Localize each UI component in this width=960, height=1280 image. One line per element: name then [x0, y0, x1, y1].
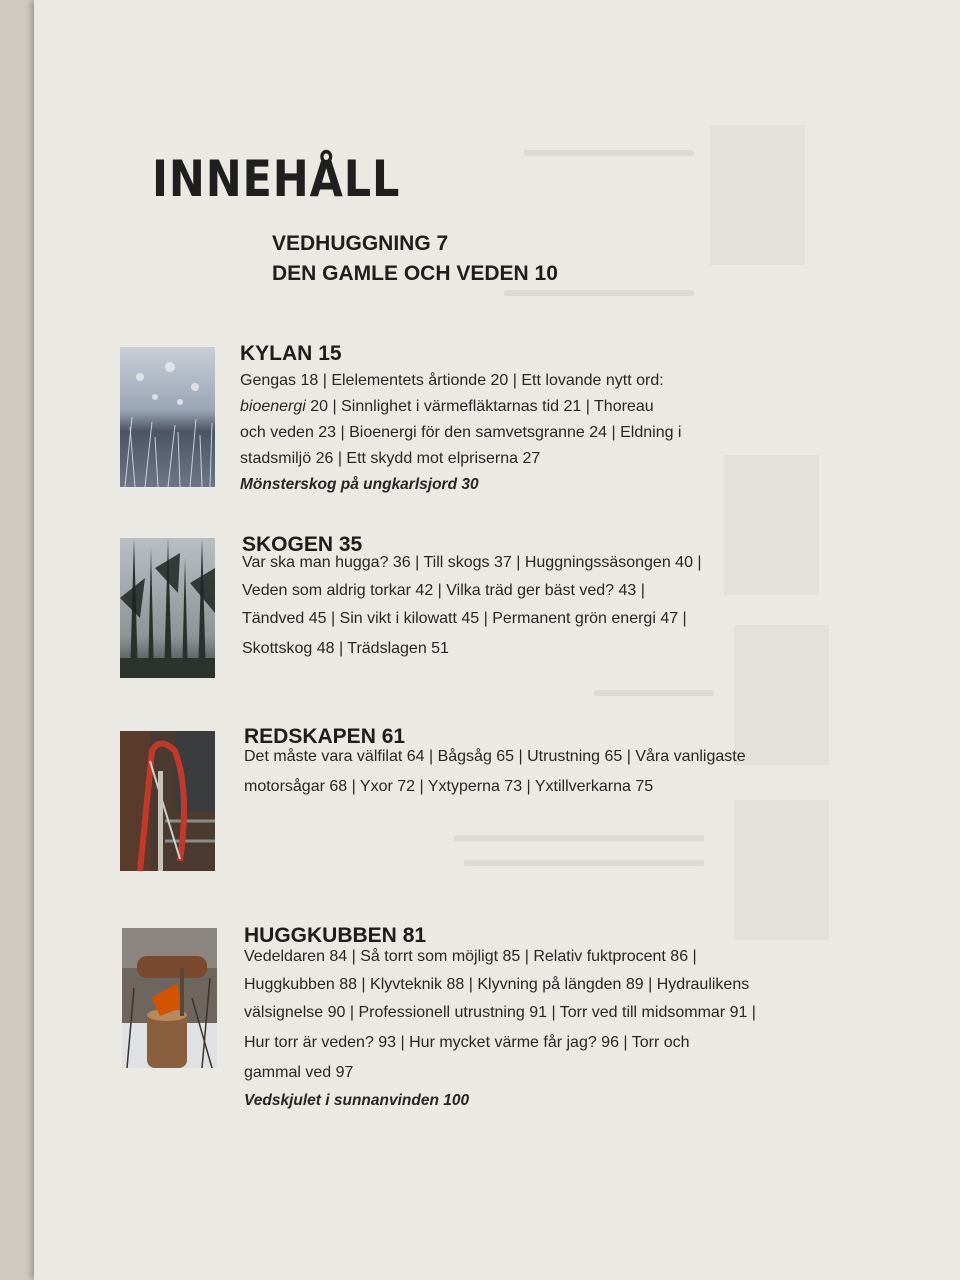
toc-line: stadsmiljö 26 | Ett skydd mot elpriserna 27: [240, 450, 541, 467]
bleed-through-text: [504, 290, 694, 296]
toc-line: Huggkubben 88 | Klyvteknik 88 | Klyvning på längden 89 | Hydraulikens: [244, 976, 750, 993]
chopping-block-photo-icon: [122, 928, 217, 1068]
chapter-page: 10: [534, 262, 558, 285]
section-title: REDSKAPEN: [244, 725, 376, 748]
section-heading: [240, 342, 342, 366]
contents-heading: INNEHÅLL: [152, 150, 401, 208]
toc-line: gammal ved 97: [244, 1064, 354, 1081]
section-page: 15: [318, 342, 342, 365]
toc-page: 20: [310, 398, 329, 415]
toc-line: [240, 398, 654, 416]
section-heading: [244, 725, 405, 749]
bow-saw-photo-icon: [120, 731, 215, 871]
toc-line: Gengas 18 | Elelementets årtionde 20 | Ett lovande nytt ord:: [240, 372, 664, 389]
section-page: 61: [381, 725, 406, 748]
bleed-through-text: [524, 150, 694, 156]
toc-line: Tändved 45 | Sin vikt i kilowatt 45 | Permanent grön energi 47 |: [242, 610, 687, 627]
toc-line: Hur torr är veden? 93 | Hur mycket värme får jag? 96 | Torr och: [244, 1034, 690, 1051]
toc-line: Skottskog 48 | Trädslagen 51: [242, 640, 449, 657]
toc-line: Vedeldaren 84 | Så torrt som möjligt 85 | Relativ fuktprocent 86 |: [244, 948, 697, 965]
toc-line: och veden 23 | Bioenergi för den samvetsgranne 24 | Eldning i: [240, 424, 682, 441]
section-title: KYLAN: [240, 342, 313, 365]
bleed-through-text: [454, 835, 704, 841]
forest-trees-photo-icon: [120, 538, 215, 678]
section-title: HUGGKUBBEN: [244, 924, 397, 947]
toc-line: motorsågar 68 | Yxor 72 | Yxtyperna 73 | Yxtillverkarna 75: [244, 778, 654, 795]
intro-entry: [272, 232, 448, 256]
frosty-grass-photo-icon: [120, 347, 215, 487]
bleed-through-image: [734, 800, 829, 940]
toc-line: välsignelse 90 | Professionell utrustning 91 | Torr ved till midsommar 91 |: [244, 1004, 756, 1021]
chapter-title: DEN GAMLE OCH VEDEN: [272, 262, 529, 285]
section-heading: [244, 924, 426, 948]
bleed-through-text: [464, 860, 704, 866]
toc-line: Var ska man hugga? 36 | Till skogs 37 | Huggningssäsongen 40 |: [242, 554, 702, 571]
chapter-page: 7: [436, 232, 449, 255]
bleed-through-image: [710, 125, 805, 265]
chapter-title: VEDHUGGNING: [272, 232, 431, 255]
section-title: SKOGEN: [242, 533, 334, 556]
feature-entry: Vedskjulet i sunnanvinden 100: [244, 1092, 470, 1109]
intro-entry: [272, 262, 558, 286]
book-page: [34, 0, 960, 1280]
toc-line: Det måste vara välfilat 64 | Bågsåg 65 | Utrustning 65 | Våra vanligaste: [244, 748, 746, 765]
bleed-through-image: [724, 455, 819, 595]
toc-line: Veden som aldrig torkar 42 | Vilka träd ger bäst ved? 43 |: [242, 582, 645, 599]
section-page: 35: [338, 533, 363, 556]
bleed-through-text: [594, 690, 714, 696]
bleed-through-image: [734, 625, 829, 765]
toc-line-rest: | Sinnlighet i värmefläktarnas tid 21 | Thoreau: [332, 398, 654, 415]
section-page: 81: [402, 924, 427, 947]
italic-term: bioenergi: [240, 398, 306, 415]
feature-entry: Mönsterskog på ungkarlsjord 30: [240, 476, 479, 493]
